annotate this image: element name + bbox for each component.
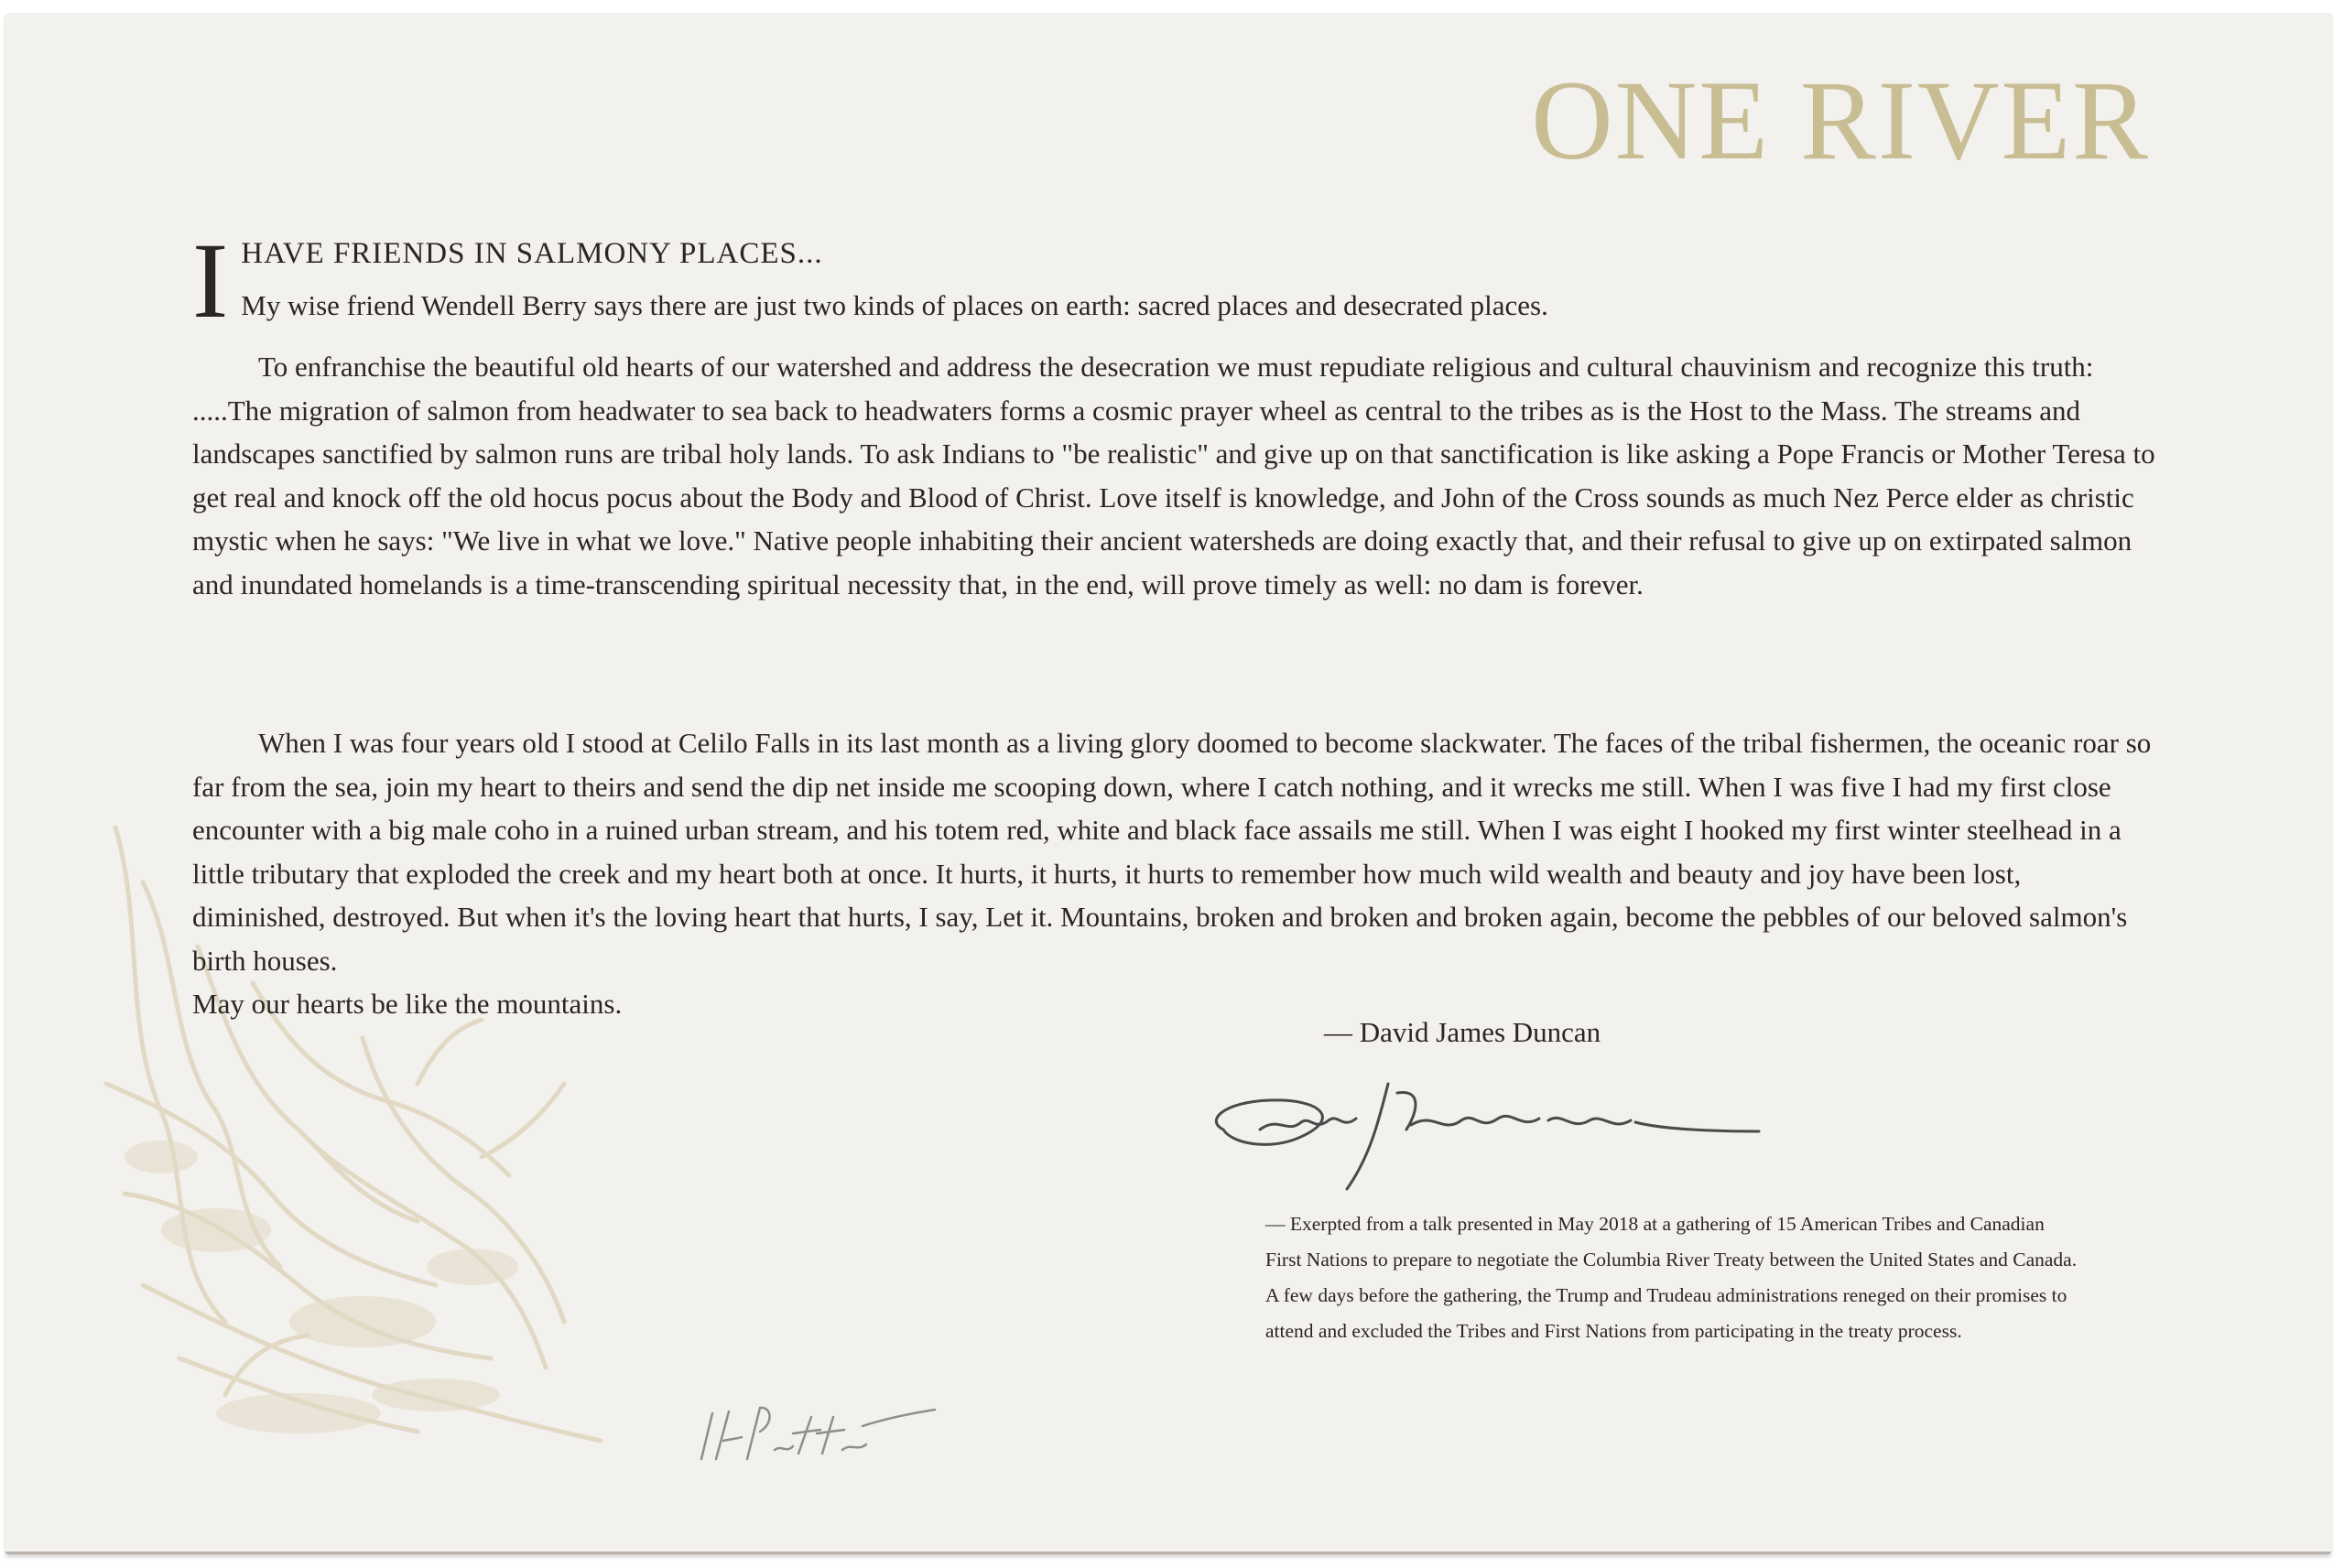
story-closing-line: May our hearts be like the mountains. xyxy=(192,988,623,1020)
excerpt-note: — Exerpted from a talk presented in May 2018 at a gathering of 15 American Tribes and Canadian First Nations to prepare to negotiate the Columbia River Treaty between the United States and Canada. A few days before the gathering, the Trump and Trudeau administrations reneged on their promises to attend and excluded the Tribes and First Nations from participating in the treaty process. xyxy=(1265,1213,2078,1342)
opening-section xyxy=(192,221,2161,606)
opening-heading: HAVE FRIENDS IN SALMONY PLACES... xyxy=(241,237,823,270)
broadside-sheet xyxy=(5,13,2331,1554)
drop-cap: I xyxy=(192,221,229,341)
opening-paragraph-2: To enfranchise the beautiful old hearts of our watershed and address the desecration we must repudiate religious and cultural chauvinism and recognize this truth: .....The migration of salmon from headwater to sea back to headwaters forms a cosmic prayer wheel as central to the tribes as is the Host to the Mass. The streams and landscapes sanctified by salmon runs are tribal holy lands. To ask Indians to "be realistic" and give up on that sanctification is like asking a Pope Francis or Mother Teresa to get real and knock off the old hocus pocus about the Body and Blood of Christ. Love itself is knowledge, and John of the Cross sounds as much Nez Perce elder as christic mystic when he says: "We live in what we love." Native people inhabiting their ancient watersheds are doing exactly that, and their refusal to give up on extirpated salmon and inundated homelands is a time-transcending spiritual necessity that, in the end, will prove timely as well: no dam is forever. xyxy=(192,351,2155,600)
story-paragraph-1: When I was four years old I stood at Celilo Falls in its last month as a living glory doomed to become slackwater. The faces of the tribal fishermen, the oceanic roar so far from the sea, join my heart to theirs and send the dip net inside me scooping down, where I catch nothing, and it wrecks me still. When I was five I had my first close encounter with a big male coho in a ruined urban stream, and his totem red, white and black face assails me still. When I was eight I hooked my first winter steelhead in a little tributary that exploded the creek and my heart both at once. It hurts, it hurts, it hurts to remember how much wild wealth and beauty and joy have been lost, diminished, destroyed. But when it's the loving heart that hurts, I say, Let it. Mountains, broken and broken and broken again, become the pebbles of our beloved salmon's birth houses. xyxy=(192,727,2152,977)
page-title: ONE RIVER xyxy=(1531,58,2150,183)
opening-paragraph-1: My wise friend Wendell Berry says there are just two kinds of places on earth: sacred places and desecrated places. xyxy=(241,288,1548,321)
author-signature xyxy=(1187,1065,1773,1203)
author-attribution: — David James Duncan xyxy=(1324,1016,1601,1048)
artist-signature xyxy=(683,1386,939,1468)
story-section xyxy=(192,721,2161,1026)
